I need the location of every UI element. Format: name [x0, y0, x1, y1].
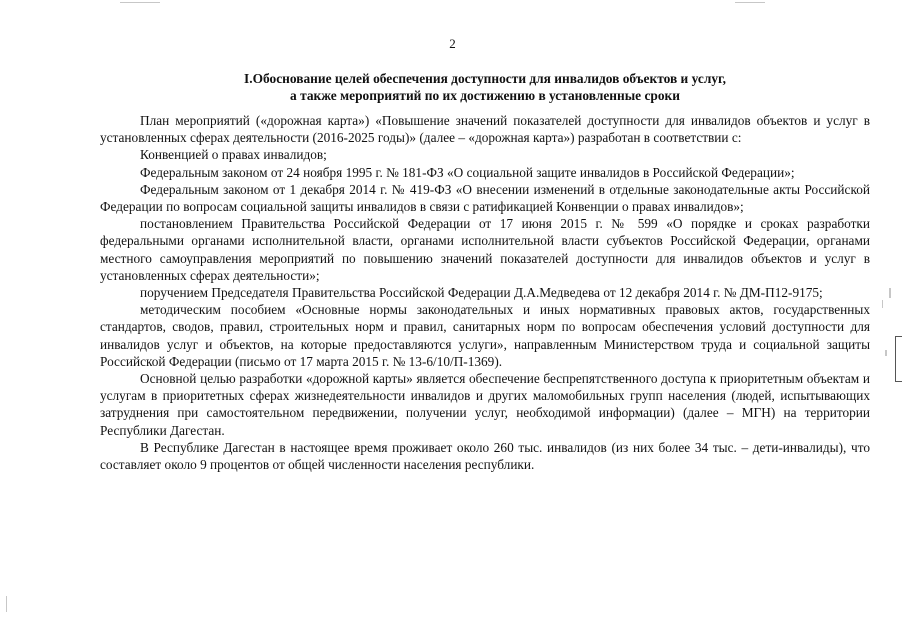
- paragraph-resolution-599: постановлением Правительства Российской Федерации от 17 июня 2015 г. № 599 «О порядке и сроках разработки федеральными органами исполнительной власти, органами исполнительной власти субъектов Российской Федерации, органами местного самоуправления мероприятий по повышению значений показателей доступности для инвалидов объектов и услуг в установленных сферах деятельности»;: [100, 216, 870, 283]
- paragraph-instruction: поручением Председателя Правительства Российской Федерации Д.А.Медведева от 12 декабря 2014 г. № ДМ-П12-9175;: [140, 285, 823, 301]
- scan-speck: [735, 2, 765, 3]
- page-number: 2: [449, 36, 456, 51]
- paragraph-intro: План мероприятий («дорожная карта») «Повышение значений показателей доступности для инвалидов объектов и услуг в установленных сферах деятельности (2016-2025 годы)» (далее – «дорожная карта») разработан в соответствии с:: [100, 113, 870, 146]
- paragraph-convention: Конвенцией о правах инвалидов;: [140, 147, 327, 163]
- scan-speck: [120, 2, 160, 3]
- scan-bracket-mark: [895, 336, 902, 382]
- section-title: [100, 70, 870, 104]
- scan-speck: [882, 300, 883, 308]
- scan-speck: [885, 350, 887, 356]
- section-title-line-2: а также мероприятий по их достижению в установленные сроки: [290, 88, 680, 103]
- paragraph-law-181: Федеральным законом от 24 ноября 1995 г. № 181-ФЗ «О социальной защите инвалидов в Российской Федерации»;: [140, 164, 795, 180]
- paragraph-methodical-guide: методическим пособием «Основные нормы законодательных и иных нормативных правовых актов, государственных стандартов, сводов, правил, строительных норм и правил, санитарных норм по вопросам обеспечения условий доступности для инвалидов услуг и объектов, на которые предоставляются услуги», направленным Министерством труда и социальной защиты Российской Федерации (письмо от 17 марта 2015 г. № 13-6/10/П-1369).: [100, 302, 870, 369]
- paragraph-main-goal: Основной целью разработки «дорожной карты» является обеспечение беспрепятственного доступа к приоритетным объектам и услугам в приоритетных сферах жизнедеятельности инвалидов и других маломобильных групп населения (людей, испытывающих затруднения при самостоятельном передвижении, получении услуг, необходимой информации) (далее – МГН) на территории Республики Дагестан.: [100, 371, 870, 438]
- paragraph-statistics: В Республике Дагестан в настоящее время проживает около 260 тыс. инвалидов (из них более 34 тыс. – дети-инвалиды), что составляет около 9 процентов от общей численности населения республики.: [100, 439, 870, 473]
- scan-speck: [6, 596, 7, 612]
- paragraph-law-419: Федеральным законом от 1 декабря 2014 г. № 419-ФЗ «О внесении изменений в отдельные законодательные акты Российской Федерации по вопросам социальной защиты инвалидов в связи с ратификацией Конвенции о правах инвалидов»;: [100, 181, 870, 215]
- section-title-line-1: I.Обоснование целей обеспечения доступности для инвалидов объектов и услуг,: [244, 71, 726, 86]
- document-body: [100, 112, 870, 473]
- scan-speck: [889, 288, 891, 298]
